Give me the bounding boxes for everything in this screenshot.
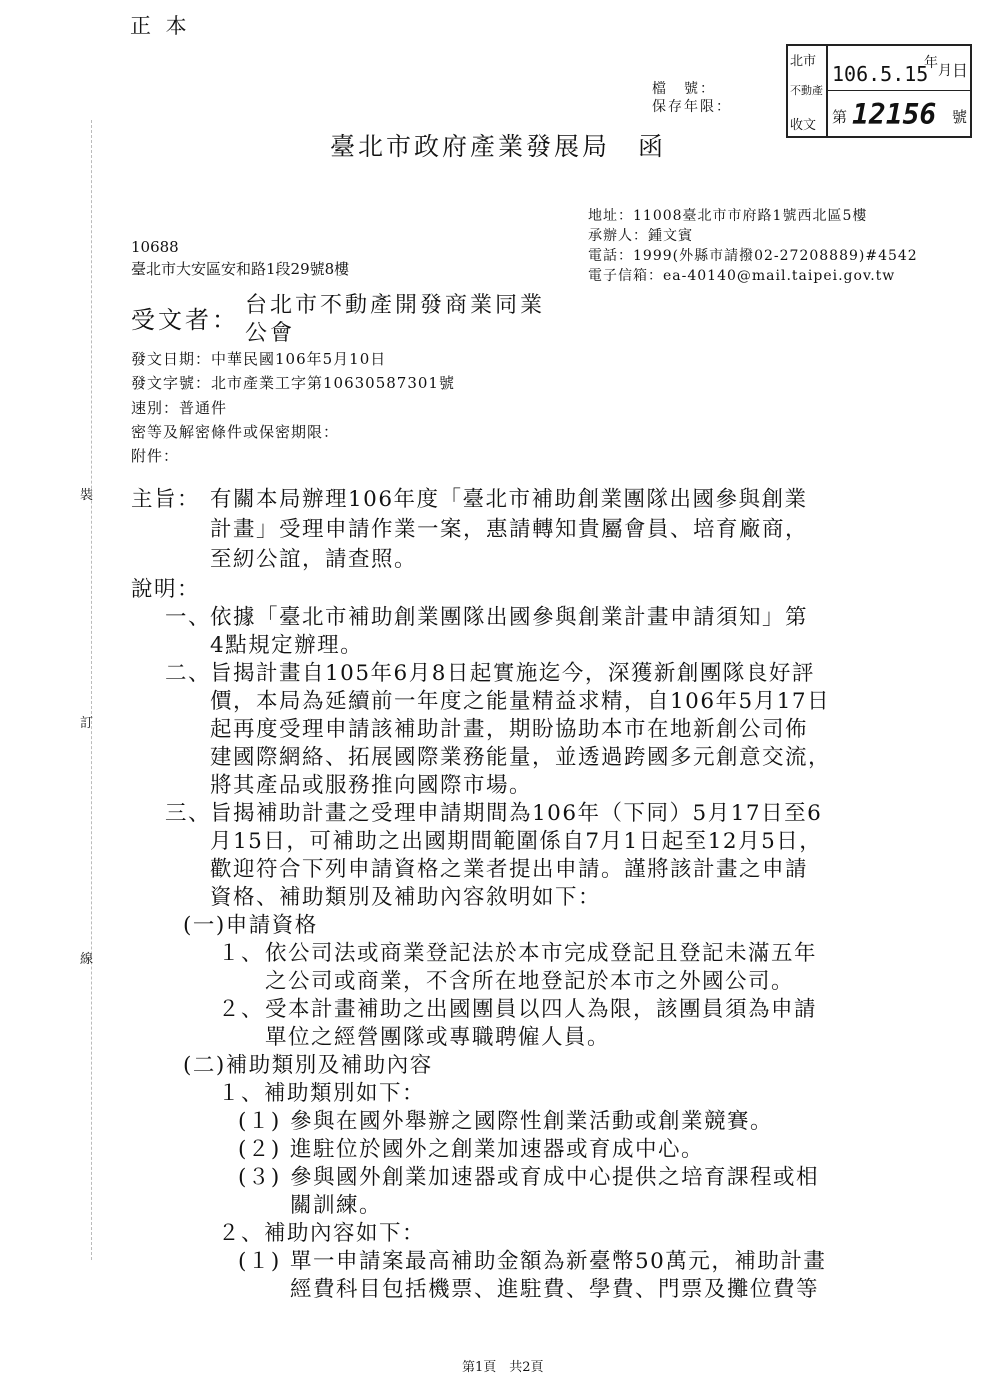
subject-line: 計畫」受理申請作業一案，惠請轉知貴屬會員、培育廠商， xyxy=(210,517,809,542)
received-stamp xyxy=(786,44,972,138)
stamp-number: 12156 xyxy=(852,98,937,131)
sub-item-line: 單一申請案最高補助金額為新臺幣50萬元，補助計畫 xyxy=(290,1249,827,1274)
sub-item-line: 進駐位於國外之創業加速器或育成中心。 xyxy=(290,1137,705,1162)
item-line: 旨揭補助計畫之受理申請期間為106年（下同）5月17日至6 xyxy=(210,801,823,826)
phone-number: 電話：1999(外縣市請撥02-27208889)#4542 xyxy=(588,248,918,264)
margin-mark-staple: 訂 xyxy=(80,716,94,731)
file-number-label: 檔 號： xyxy=(652,81,716,97)
secrecy-level: 密等及解密條件或保密期限： xyxy=(131,423,340,441)
sub-item-marker: (１) xyxy=(238,1249,281,1274)
item-line: 建國際網絡、拓展國際業務能量，並透過跨國多元創意交流， xyxy=(210,745,832,770)
sub-item-marker: (３) xyxy=(238,1165,281,1190)
attachments: 附件： xyxy=(131,447,180,465)
stamp-org-line3: 收文 xyxy=(790,118,817,133)
delivery-speed: 速別：普通件 xyxy=(131,399,228,417)
stamp-day-char: 日 xyxy=(952,61,969,80)
list-item: ２、補助內容如下： xyxy=(218,1221,426,1246)
recipient-postal-code: 10688 xyxy=(131,238,179,256)
list-marker: １、 xyxy=(218,941,265,966)
document-title: 臺北市政府產業發展局 函 xyxy=(330,132,667,161)
handler-name: 承辦人：鍾文賓 xyxy=(588,228,693,244)
sub-item-line: 參與在國外舉辦之國際性創業活動或創業競賽。 xyxy=(290,1109,774,1134)
retention-period-label: 保存年限： xyxy=(652,99,732,115)
stamp-number-suffix: 號 xyxy=(952,108,968,126)
recipient-label: 受文者： xyxy=(131,306,239,334)
recipient-street-address: 臺北市大安區安和路1段29號8樓 xyxy=(131,260,350,278)
stamp-org-line2: 不動產 xyxy=(790,84,823,97)
sub-item-line: 經費科目包括機票、進駐費、學費、門票及攤位費等 xyxy=(290,1277,820,1302)
sub-item-marker: (２) xyxy=(238,1137,281,1162)
page-footer: 第1頁 共2頁 xyxy=(462,1360,544,1375)
item-line: 4點規定辦理。 xyxy=(210,633,364,658)
sub-item-line: 關訓練。 xyxy=(290,1193,383,1218)
item-line: 月15日，可補助之出國期間範圍係自7月1日起至12月5日， xyxy=(210,829,823,854)
list-item-line: 之公司或商業，不含所在地登記於本市之外國公司。 xyxy=(265,969,795,994)
list-item-line: 受本計畫補助之出國團員以四人為限，該團員須為申請 xyxy=(265,997,818,1022)
stamp-number-prefix: 第 xyxy=(832,108,848,126)
sender-address: 地址：11008臺北市市府路1號西北區5樓 xyxy=(588,208,868,224)
list-item-line: 依公司法或商業登記法於本市完成登記且登記未滿五年 xyxy=(265,941,818,966)
item-line: 歡迎符合下列申請資格之業者提出申請。謹將該計畫之申請 xyxy=(210,857,809,882)
sub-item-marker: (１) xyxy=(238,1109,281,1134)
subject-line: 有關本局辦理106年度「臺北市補助創業團隊出國參與創業 xyxy=(210,487,808,512)
list-item: １、補助類別如下： xyxy=(218,1081,426,1106)
item-line: 將其產品或服務推向國際市場。 xyxy=(210,773,533,798)
list-marker: ２、 xyxy=(218,997,265,1022)
subject-line: 至紉公誼，請查照。 xyxy=(210,547,418,572)
recipient-name-line2: 公會 xyxy=(245,321,296,346)
original-copy-mark: 正 本 xyxy=(130,14,191,38)
stamp-year-char: 年 xyxy=(924,55,938,71)
recipient-name-line1: 台北市不動產開發商業同業 xyxy=(245,293,546,318)
subject-label: 主旨： xyxy=(131,487,201,512)
item-marker: 二、 xyxy=(165,661,212,686)
explanation-label: 說明： xyxy=(131,577,201,602)
list-item-line: 單位之經營團隊或專職聘僱人員。 xyxy=(265,1025,611,1050)
issue-number: 發文字號：北市產業工字第10630587301號 xyxy=(131,374,455,392)
margin-mark-bind: 裝 xyxy=(80,488,94,503)
sub-item-line: 參與國外創業加速器或育成中心提供之培育課程或相 xyxy=(290,1165,820,1190)
item-marker: 三、 xyxy=(165,801,212,826)
binding-margin-line xyxy=(91,120,92,1260)
item-line: 旨揭計畫自105年6月8日起實施迄今，深獲新創團隊良好評 xyxy=(210,661,815,686)
stamp-date: 106.5.15 xyxy=(832,62,929,86)
item-marker: 一、 xyxy=(165,605,212,630)
item-line: 資格、補助類別及補助內容敘明如下： xyxy=(210,885,602,910)
stamp-month-char: 月 xyxy=(938,63,952,79)
section-heading: (二)補助類別及補助內容 xyxy=(183,1053,433,1078)
email-address: 電子信箱：ea-40140@mail.taipei.gov.tw xyxy=(588,268,896,284)
issue-date: 發文日期：中華民國106年5月10日 xyxy=(131,350,387,368)
item-line: 價，本局為延續前一年度之能量精益求精，自106年5月17日 xyxy=(210,689,831,714)
margin-mark-line: 線 xyxy=(80,952,94,967)
stamp-org-line1: 北市 xyxy=(790,54,817,69)
item-line: 依據「臺北市補助創業團隊出國參與創業計畫申請須知」第 xyxy=(210,605,809,630)
item-line: 起再度受理申請該補助計畫，期盼協助本市在地新創公司佈 xyxy=(210,717,809,742)
section-heading: (一)申請資格 xyxy=(183,913,318,938)
